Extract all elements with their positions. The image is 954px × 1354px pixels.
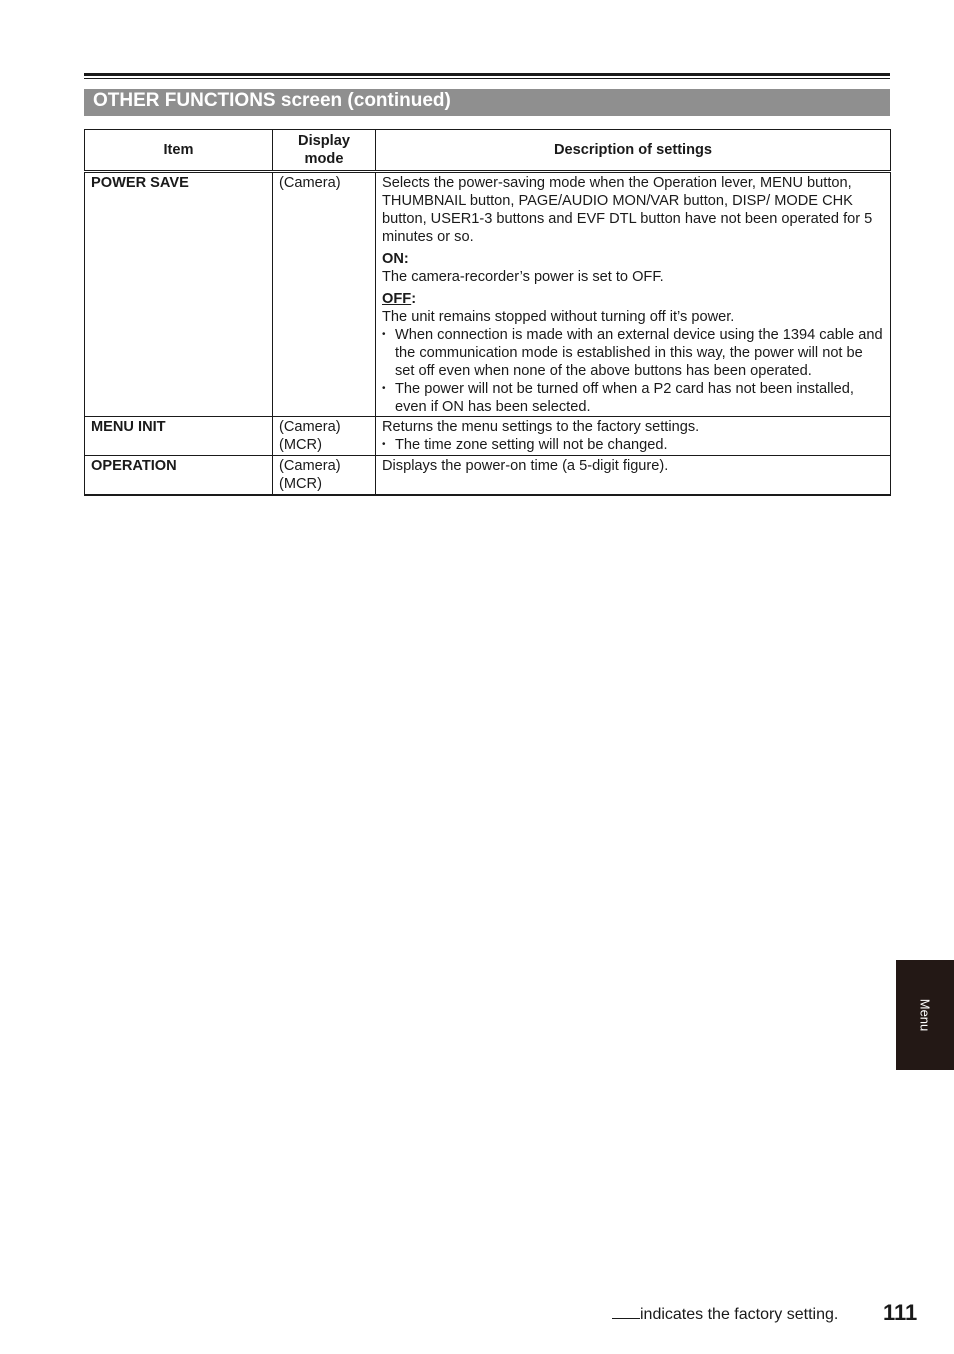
chapter-tab	[896, 960, 954, 1070]
header-rule-thin	[84, 78, 890, 79]
item-cell: MENU INIT	[85, 417, 273, 456]
note-bullet: • When connection is made with an external device using the 1394 cable and the communication mode is established in this way, the power will not be set off even when none of the above buttons has been operated.	[382, 326, 884, 380]
mode-cell	[273, 417, 376, 456]
page-number: 111	[883, 1300, 918, 1325]
settings-table	[84, 129, 891, 496]
option-off-colon: :	[411, 291, 417, 307]
note-bullet: • The power will not be turned off when a P2 card has not been installed, even if ON has been selected.	[382, 380, 884, 416]
item-cell: POWER SAVE	[85, 172, 273, 417]
header-item: Item	[85, 130, 273, 172]
option-on-label: ON:	[382, 251, 409, 267]
description-cell	[376, 417, 891, 456]
table-header-row	[85, 130, 891, 172]
mode-line: (Camera)	[279, 458, 341, 474]
underline-sample	[612, 1303, 640, 1319]
mode-cell: (Camera)	[273, 172, 376, 417]
mode-cell	[273, 456, 376, 496]
description-text: Displays the power-on time (a 5-digit figure).	[382, 458, 669, 474]
option-on-text: The camera-recorder’s power is set to OFF.	[382, 269, 664, 285]
mode-line: (MCR)	[279, 476, 322, 492]
header-display-mode: Display mode	[273, 130, 376, 172]
description-text: Returns the menu settings to the factory settings.	[382, 419, 700, 435]
chapter-tab-label: Menu	[917, 998, 933, 1032]
description-intro: Selects the power-saving mode when the Operation lever, MENU button, THUMBNAIL button, PAGE/AUDIO MON/VAR button, DISP/ MODE CHK button, USER1-3 buttons and EVF DTL button have not been operated for 5 minutes or so.	[382, 175, 873, 245]
factory-setting-note	[612, 1303, 838, 1325]
table-row-power-save	[85, 172, 891, 417]
mode-line: (Camera)	[279, 419, 341, 435]
table-row-operation	[85, 456, 891, 496]
description-cell	[376, 456, 891, 496]
option-off-label: OFF	[382, 291, 412, 307]
factory-setting-text: indicates the factory setting.	[640, 1306, 839, 1323]
header-description: Description of settings	[376, 130, 891, 172]
option-off-text: The unit remains stopped without turning off it’s power.	[382, 309, 735, 325]
option-off-heading	[382, 290, 884, 308]
header-rule-thick	[84, 73, 890, 76]
item-cell: OPERATION	[85, 456, 273, 496]
mode-line: (MCR)	[279, 437, 322, 453]
description-cell	[376, 172, 891, 417]
note-bullet: • The time zone setting will not be changed.	[382, 436, 884, 454]
table-row-menu-init	[85, 417, 891, 456]
section-title: OTHER FUNCTIONS screen (continued)	[84, 89, 890, 116]
